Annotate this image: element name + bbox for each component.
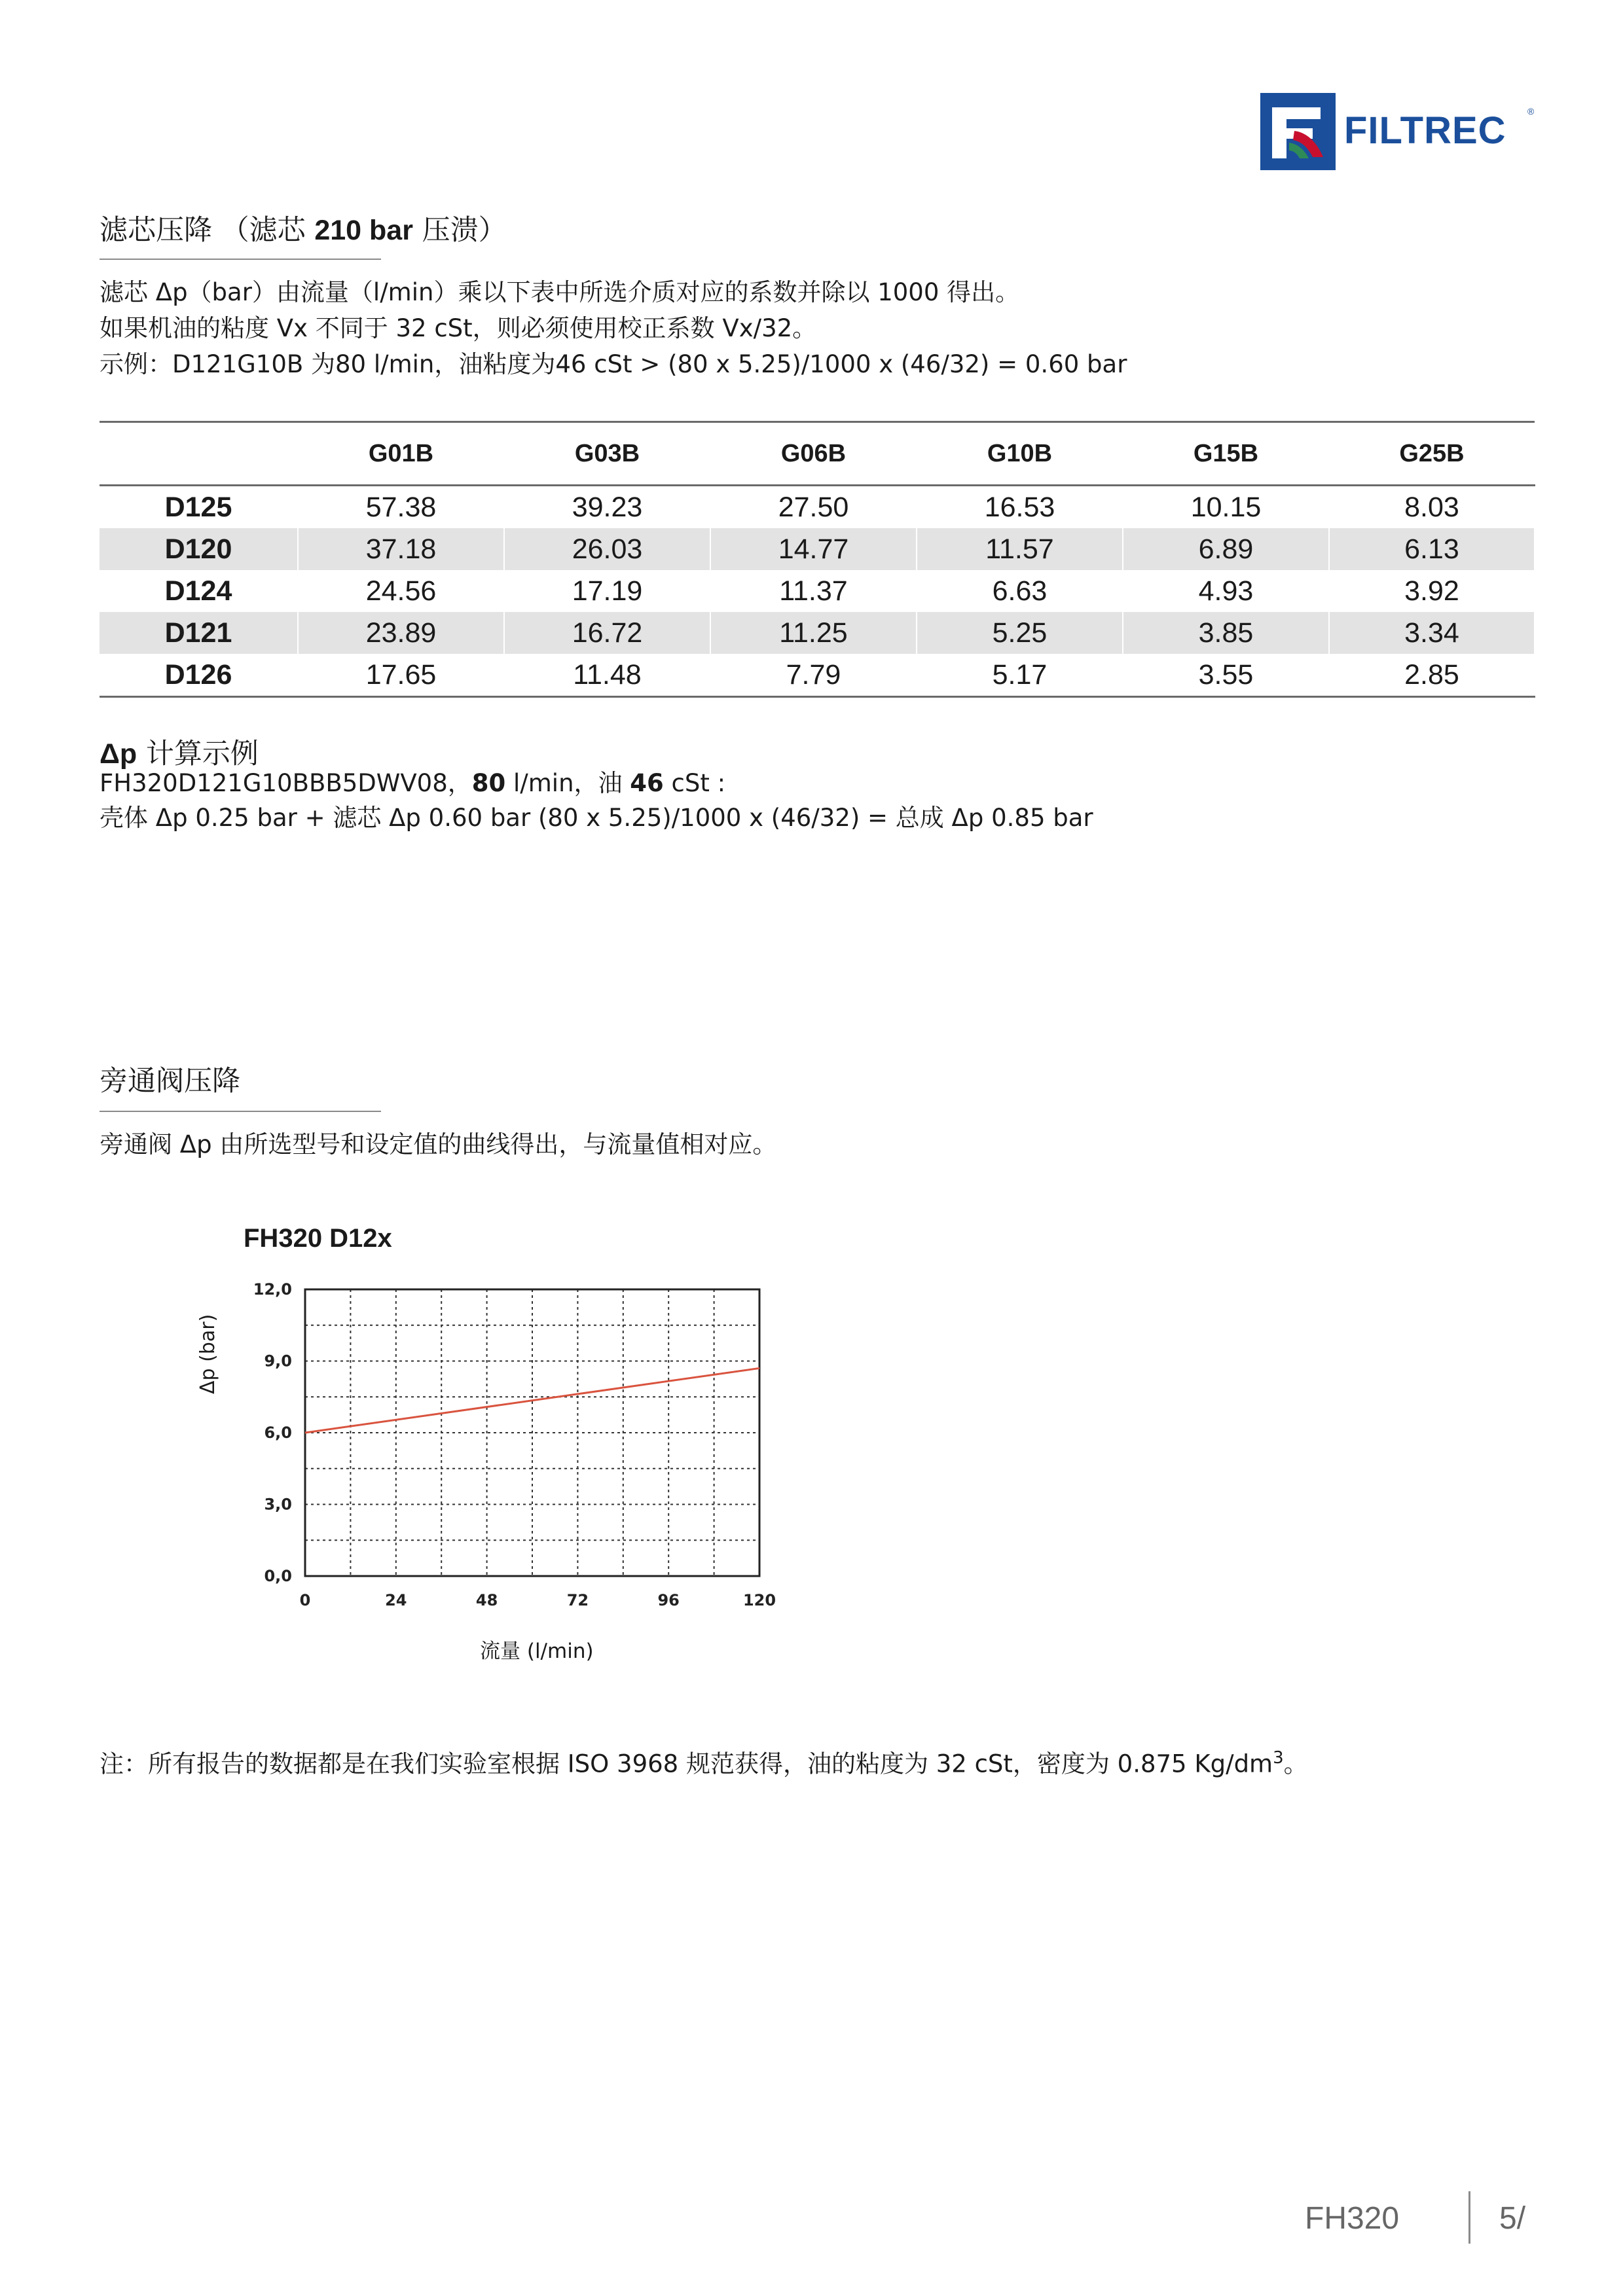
section-underline [100,259,381,260]
table-cell: 57.38 [298,486,504,529]
example-viscosity-unit: cSt : [663,769,726,797]
row-label: D125 [100,486,298,529]
chart-x-axis-label: 流量 (l/min) [480,1640,594,1663]
registered-mark: ® [1527,106,1535,117]
table-row [100,612,1535,654]
filtrec-logo-mark [1260,93,1336,170]
bypass-chart [196,1270,825,1623]
section-underline [100,1111,381,1112]
table-cell: 24.56 [298,570,504,612]
y-tick-label: 3,0 [264,1495,292,1514]
table-cell: 37.18 [298,528,504,570]
description-line-3: 示例：D121G10B 为80 l/min，油粘度为46 cSt > (80 x 5.25)/1000 x (46/32) = 0.60 bar [100,350,1127,378]
x-tick-label: 72 [566,1591,589,1609]
table-cell: 3.55 [1123,654,1329,697]
example-flow-unit: l/min，油 [505,769,630,797]
table-cell: 39.23 [504,486,710,529]
footnote [100,1749,1308,1776]
row-label: D124 [100,570,298,612]
table-cell: 11.57 [917,528,1123,570]
table-cell: 16.53 [917,486,1123,529]
y-tick-label: 12,0 [253,1280,292,1299]
example-viscosity: 46 [630,769,664,797]
table-row [100,528,1535,570]
table-cell: 16.72 [504,612,710,654]
table-cell: 11.48 [504,654,710,697]
brand-name: FILTREC [1344,109,1506,152]
filtrec-logo [1260,93,1535,171]
column-header: G15B [1123,422,1329,486]
x-tick-label: 48 [475,1591,498,1609]
table-cell: 6.89 [1123,528,1329,570]
table-cell: 5.25 [917,612,1123,654]
table-row [100,570,1535,612]
footer-separator [1468,2191,1470,2244]
y-tick-label: 6,0 [264,1424,292,1442]
example-model: FH320D121G10BBB5DWV08， [100,769,472,797]
table-row [100,486,1535,529]
table-cell: 6.13 [1329,528,1535,570]
section-title-bypass: 旁通阀压降 [100,1065,240,1098]
x-tick-label: 96 [657,1591,680,1609]
column-header: G06B [710,422,917,486]
example-title-bold: Δp [100,738,137,770]
example-flow: 80 [471,769,506,797]
coefficient-table [100,421,1535,698]
coefficient-table-grid [100,421,1535,698]
table-cell: 17.65 [298,654,504,697]
table-cell: 11.37 [710,570,917,612]
example-title [100,732,259,772]
y-tick-label: 0,0 [264,1567,292,1585]
x-tick-label: 24 [385,1591,407,1609]
row-label: D120 [100,528,298,570]
bypass-description: 旁通阀 Δp 由所选型号和设定值的曲线得出，与流量值相对应。 [100,1130,777,1158]
table-cell: 8.03 [1329,486,1535,529]
example-line-1 [100,771,725,795]
row-label: D121 [100,612,298,654]
example-title-rest: 计算示例 [137,738,259,770]
table-cell: 14.77 [710,528,917,570]
table-cell: 23.89 [298,612,504,654]
footnote-superscript: 3 [1273,1748,1284,1768]
column-header: G10B [917,422,1123,486]
column-header: G25B [1329,422,1535,486]
column-header [100,422,298,486]
table-cell: 7.79 [710,654,917,697]
table-cell: 11.25 [710,612,917,654]
y-tick-label: 9,0 [264,1352,292,1371]
footer-model: FH320 [1305,2201,1400,2236]
table-cell: 17.19 [504,570,710,612]
title-bold: 210 bar [314,215,413,246]
x-tick-label: 120 [742,1591,776,1609]
row-label: D126 [100,654,298,697]
chart-title: FH320 D12x [244,1224,392,1253]
title-suffix: 压溃） [412,214,507,247]
example-line-2: 壳体 Δp 0.25 bar + 滤芯 Δp 0.60 bar (80 x 5.25)/1000 x (46/32) = 总成 Δp 0.85 bar [100,804,1093,832]
table-cell: 10.15 [1123,486,1329,529]
footnote-text: 注：所有报告的数据都是在我们实验室根据 ISO 3968 规范获得，油的粘度为 32 cSt，密度为 0.875 Kg/dm [100,1749,1273,1778]
table-cell: 4.93 [1123,570,1329,612]
table-cell: 26.03 [504,528,710,570]
table-cell: 3.85 [1123,612,1329,654]
x-tick-label: 0 [299,1591,311,1609]
footnote-end: 。 [1283,1749,1308,1778]
chart-y-axis-label: Δp (bar) [196,1314,219,1394]
table-cell: 6.63 [917,570,1123,612]
table-cell: 3.34 [1329,612,1535,654]
footer-page-number: 5/ [1499,2201,1526,2236]
title-prefix: 滤芯压降 （滤芯 [100,214,315,247]
table-header-row [100,422,1535,486]
table-row [100,654,1535,697]
table-cell: 3.92 [1329,570,1535,612]
section-title-element-pressure-drop [100,208,507,248]
description-line-1: 滤芯 Δp（bar）由流量（l/min）乘以下表中所选介质对应的系数并除以 1000 得出。 [100,278,1020,306]
table-cell: 2.85 [1329,654,1535,697]
table-cell: 27.50 [710,486,917,529]
description-line-2: 如果机油的粘度 Vx 不同于 32 cSt，则必须使用校正系数 Vx/32。 [100,314,817,342]
column-header: G01B [298,422,504,486]
column-header: G03B [504,422,710,486]
table-cell: 5.17 [917,654,1123,697]
